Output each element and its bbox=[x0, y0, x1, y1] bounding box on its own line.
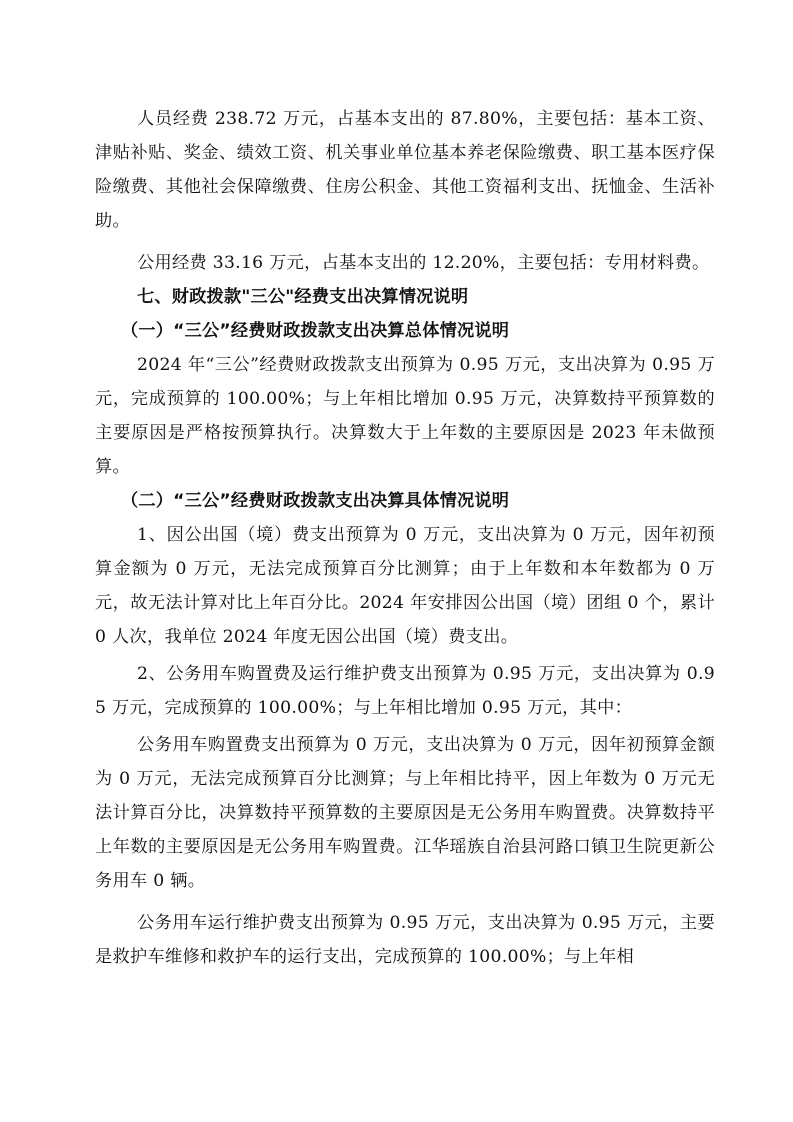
subsection-1-body: 2024 年“三公”经费财政拨款支出预算为 0.95 万元，支出决算为 0.95 万元，完成预算的 100.00%；与上年相比增加 0.95 万元，决算数持平预算数的主要原因是严格按预算执行。决算数大于上年数的主要原因是 2023 年未做预算。 bbox=[95, 355, 715, 477]
public-expense-paragraph: 公用经费 33.16 万元，占基本支出的 12.20%，主要包括：专用材料费。 bbox=[137, 253, 710, 273]
vehicle-operation-paragraph: 公务用车运行维护费支出预算为 0.95 万元，支出决算为 0.95 万元，主要是救护车维修和救护车的运行支出，完成预算的 100.00%；与上年相 bbox=[95, 913, 715, 967]
document-page bbox=[95, 102, 715, 974]
overseas-travel-paragraph: 1、因公出国（境）费支出预算为 0 万元，支出决算为 0 万元，因年初预算金额为 0 万元，无法完成预算百分比测算；由于上年数和本年数都为 0 万元，故无法计算对比上年百分比。2024 年安排因公出国（境）团组 0 个，累计 0 人次，我单位 2024 年度无因公出国（境）费支出。 bbox=[95, 525, 715, 647]
section-7-heading: 七、财政拨款"三公"经费支出决算情况说明 bbox=[137, 287, 469, 307]
personnel-expense-paragraph: 人员经费 238.72 万元，占基本支出的 87.80%，主要包括：基本工资、津贴补贴、奖金、绩效工资、机关事业单位基本养老保险缴费、职工基本医疗保险缴费、其他社会保障缴费、住房公积金、其他工资福利支出、抚恤金、生活补助。 bbox=[95, 109, 715, 231]
subsection-2-heading: （二）“三公”经费财政拨款支出决算具体情况说明 bbox=[121, 491, 510, 511]
vehicle-expense-paragraph: 2、公务用车购置费及运行维护费支出预算为 0.95 万元，支出决算为 0.95 万元，完成预算的 100.00%；与上年相比增加 0.95 万元，其中： bbox=[95, 664, 715, 718]
vehicle-purchase-paragraph: 公务用车购置费支出预算为 0 万元，支出决算为 0 万元，因年初预算金额为 0 万元，无法完成预算百分比测算；与上年相比持平，因上年数为 0 万元无法计算百分比，决算数持平预算数的主要原因是无公务用车购置费。决算数持平上年数的主要原因是无公务用车购置费。江华瑶族自治县河路口镇卫生院更新公务用车 0 辆。 bbox=[95, 735, 715, 891]
subsection-1-heading: （一）“三公”经费财政拨款支出决算总体情况说明 bbox=[121, 321, 510, 341]
